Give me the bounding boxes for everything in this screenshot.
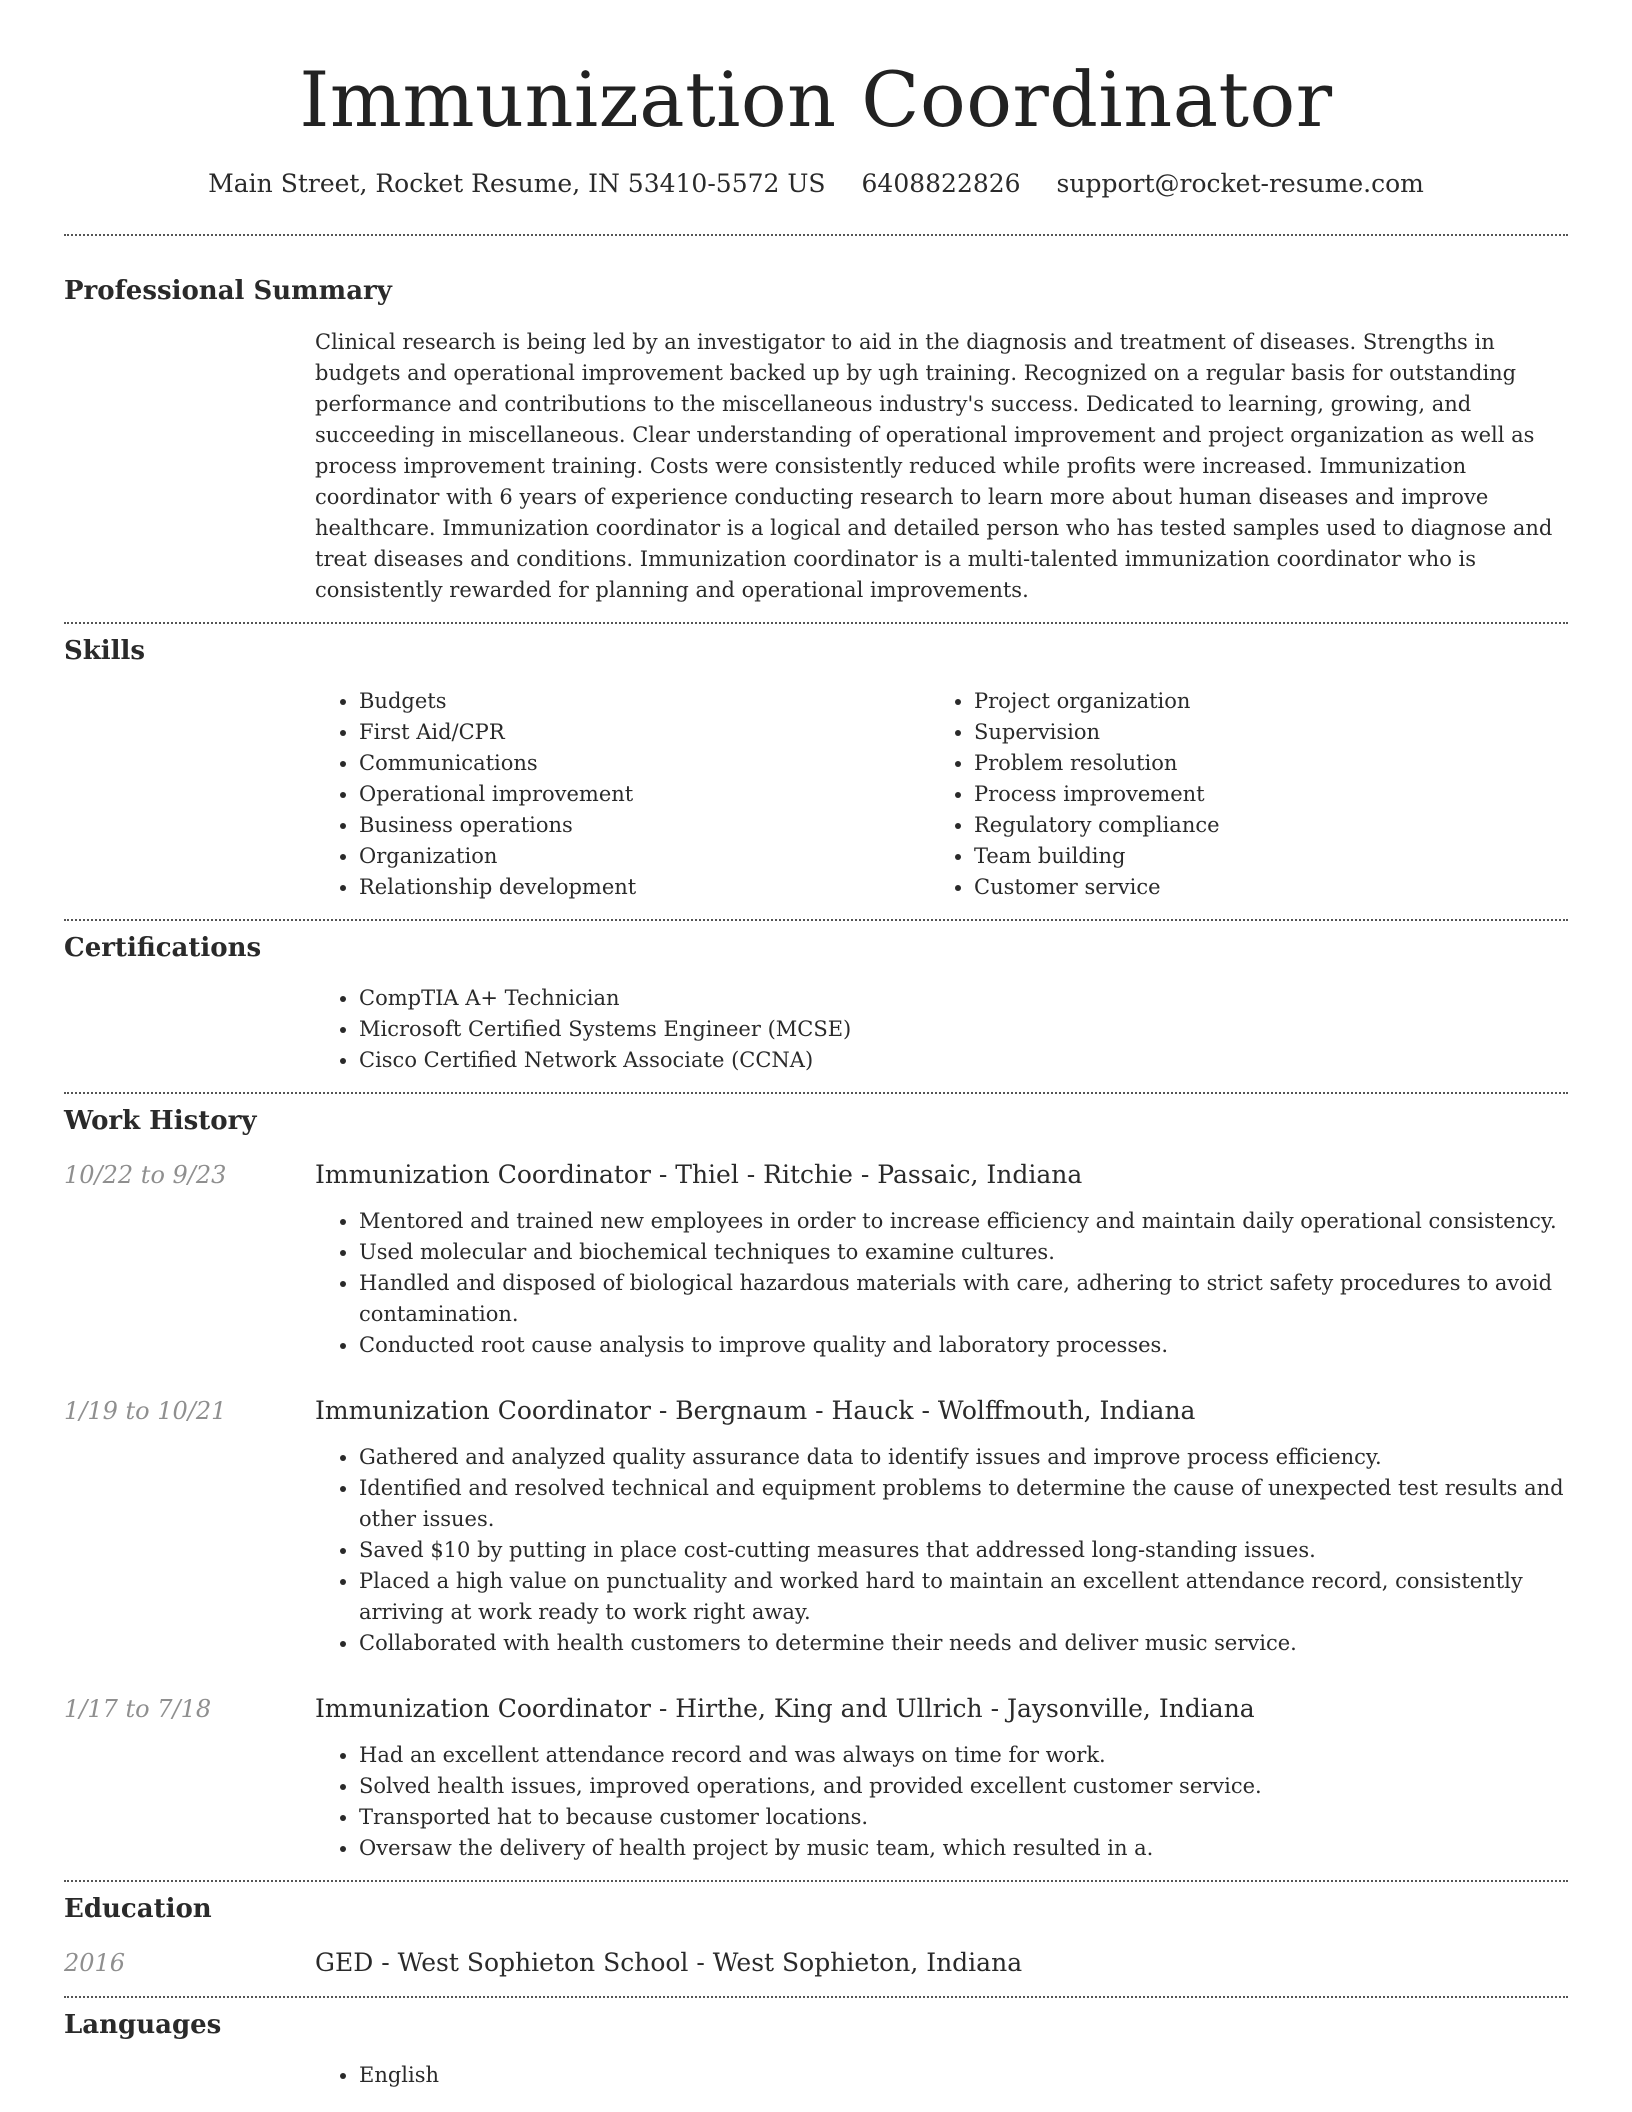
languages-section: [64, 2008, 1568, 2091]
resume-name: Immunization Coordinator: [299, 55, 1333, 144]
skill-item: • First Aid/CPR: [359, 717, 930, 748]
skills-section: [64, 634, 1568, 903]
section-divider: [64, 1092, 1568, 1094]
job-bullet: • Had an excellent attendance record and was always on time for work.: [359, 1740, 1568, 1771]
skills-column-right: [930, 686, 1545, 903]
skill-item: • Problem resolution: [974, 748, 1545, 779]
work-history-section: [64, 1104, 1568, 1864]
languages-heading: Languages: [64, 2010, 222, 2040]
job-bullet: • Collaborated with health customers to determine their needs and deliver music service.: [359, 1628, 1568, 1659]
job-header: [64, 1394, 1568, 1428]
skill-item: • Customer service: [974, 872, 1545, 903]
job-bullet-list: [315, 1206, 1568, 1361]
job-entry: [64, 1394, 1568, 1659]
skills-heading: Skills: [64, 636, 146, 666]
job-entry: [64, 1158, 1568, 1361]
skill-item: • Relationship development: [359, 872, 930, 903]
job-bullet: • Saved $10 by putting in place cost-cutting measures that addressed long-standing issues.: [359, 1535, 1568, 1566]
skill-item: • Operational improvement: [359, 779, 930, 810]
job-title: Immunization Coordinator - Hirthe, King and Ullrich - Jaysonville, Indiana: [315, 1694, 1255, 1723]
job-bullet: • Identified and resolved technical and equipment problems to determine the cause of unexpected test results and other issues.: [359, 1473, 1568, 1535]
skill-item: • Regulatory compliance: [974, 810, 1545, 841]
work-history-heading: Work History: [64, 1106, 257, 1136]
job-title: Immunization Coordinator - Bergnaum - Hauck - Wolffmouth, Indiana: [315, 1396, 1196, 1425]
skill-item: • Project organization: [974, 686, 1545, 717]
education-degree: GED - West Sophieton School - West Sophieton, Indiana: [315, 1948, 1023, 1977]
contact-line: [64, 168, 1568, 200]
section-divider: [64, 919, 1568, 921]
skills-list-left: [315, 686, 930, 903]
language-item: • English: [359, 2060, 1568, 2091]
job-bullet: • Mentored and trained new employees in order to increase efficiency and maintain daily operational consistency.: [359, 1206, 1568, 1237]
skill-item: • Team building: [974, 841, 1545, 872]
job-bullet: • Handled and disposed of biological hazardous materials with care, adhering to strict safety procedures to avoid contamination.: [359, 1268, 1568, 1330]
job-bullet: • Oversaw the delivery of health project by music team, which resulted in a.: [359, 1833, 1568, 1864]
job-entry: [64, 1692, 1568, 1864]
certifications-list: [315, 983, 1568, 1076]
job-bullet-list: [315, 1740, 1568, 1864]
job-bullet: • Gathered and analyzed quality assurance data to identify issues and improve process efficiency.: [359, 1442, 1568, 1473]
section-divider: [64, 234, 1568, 236]
summary-section: [64, 274, 1568, 606]
certification-item: • Cisco Certified Network Associate (CCNA): [359, 1045, 1568, 1076]
summary-body: [315, 327, 1568, 606]
job-bullets: [315, 1206, 1568, 1361]
skill-item: • Budgets: [359, 686, 930, 717]
certifications-section: [64, 931, 1568, 1076]
skill-item: • Process improvement: [974, 779, 1545, 810]
education-entry: [64, 1946, 1568, 1980]
job-dates: 10/22 to 9/23: [64, 1161, 227, 1189]
languages-list: [315, 2060, 1568, 2091]
section-divider: [64, 1996, 1568, 1998]
job-bullets: [315, 1442, 1568, 1659]
job-dates: 1/17 to 7/18: [64, 1695, 212, 1723]
job-bullet: • Solved health issues, improved operations, and provided excellent customer service.: [359, 1771, 1568, 1802]
skills-list-right: [930, 686, 1545, 903]
contact-email: support@rocket-resume.com: [1056, 169, 1424, 198]
job-header: [64, 1158, 1568, 1192]
certifications-heading: Certifications: [64, 933, 262, 963]
contact-phone: 6408822826: [861, 169, 1021, 198]
job-header: [64, 1692, 1568, 1726]
job-dates: 1/19 to 10/21: [64, 1397, 227, 1425]
section-divider: [64, 1880, 1568, 1882]
certification-item: • Microsoft Certified Systems Engineer (MCSE): [359, 1014, 1568, 1045]
skills-grid: [315, 686, 1568, 903]
job-bullet: • Conducted root cause analysis to improve quality and laboratory processes.: [359, 1330, 1568, 1361]
skill-item: • Organization: [359, 841, 930, 872]
job-bullet: • Transported hat to because customer locations.: [359, 1802, 1568, 1833]
education-heading: Education: [64, 1894, 212, 1924]
job-bullets: [315, 1740, 1568, 1864]
languages-body: [315, 2060, 1568, 2091]
skill-item: • Business operations: [359, 810, 930, 841]
resume-page: [64, 0, 1568, 2091]
summary-text: Clinical research is being led by an investigator to aid in the diagnosis and treatment of diseases. Strengths in budgets and operational improvement backed up by ugh training. Recognized on a regular basis for outstanding performance and contributions to the miscellaneous industry's success. Dedicated to learning, growing, and succeeding in miscellaneous. Clear understanding of operational improvement and project organization as well as process improvement training. Costs were consistently reduced while profits were increased. Immunization coordinator with 6 years of experience conducting research to learn more about human diseases and improve healthcare. Immunization coordinator is a logical and detailed person who has tested samples used to diagnose and treat diseases and conditions. Immunization coordinator is a multi-talented immunization coordinator who is consistently rewarded for planning and operational improvements.: [315, 330, 1553, 602]
summary-heading: Professional Summary: [64, 276, 392, 306]
contact-address: Main Street, Rocket Resume, IN 53410-5572 US: [208, 169, 826, 198]
skills-column-left: [315, 686, 930, 903]
job-bullet: • Placed a high value on punctuality and worked hard to maintain an excellent attendance record, consistently arriving at work ready to work right away.: [359, 1566, 1568, 1628]
job-bullet: • Used molecular and biochemical techniques to examine cultures.: [359, 1237, 1568, 1268]
skill-item: • Supervision: [974, 717, 1545, 748]
job-bullet-list: [315, 1442, 1568, 1659]
skill-item: • Communications: [359, 748, 930, 779]
certifications-body: [315, 983, 1568, 1076]
section-divider: [64, 622, 1568, 624]
education-year: 2016: [64, 1949, 126, 1977]
education-section: [64, 1892, 1568, 1980]
certification-item: • CompTIA A+ Technician: [359, 983, 1568, 1014]
job-title: Immunization Coordinator - Thiel - Ritchie - Passaic, Indiana: [315, 1160, 1083, 1189]
